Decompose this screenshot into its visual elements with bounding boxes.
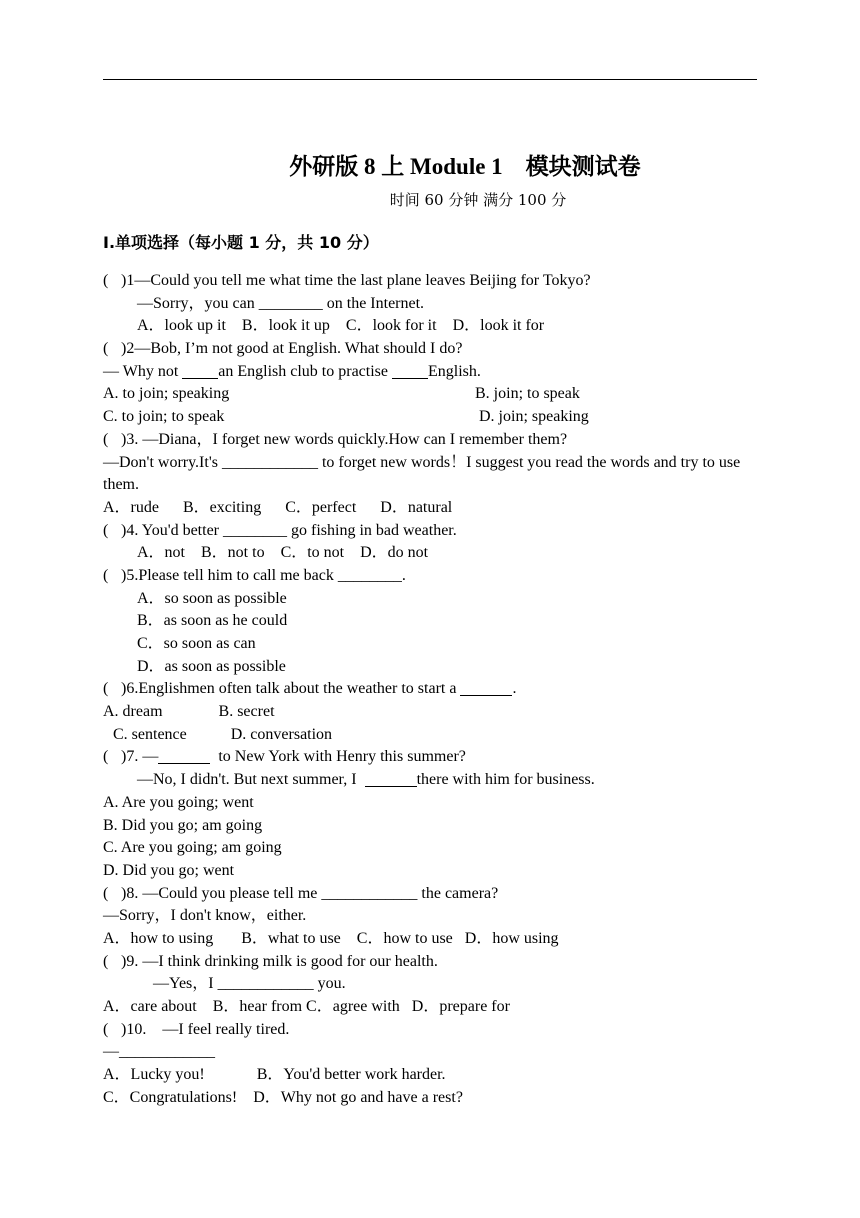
question-10-options-cd: C．Congratulations! D．Why not go and have a rest?: [103, 1088, 463, 1106]
question-1: ( )1—Could you tell me what time the last plane leaves Beijing for Tokyo?: [103, 272, 591, 289]
question-4-options: A．not B．not to C．to not D．do not: [137, 544, 429, 562]
question-1-options: A．look up it B．look it up C．look for it D．look it for: [137, 317, 545, 335]
question-9: ( )9. —I think drinking milk is good for our health.: [103, 952, 438, 970]
question-list: [103, 270, 763, 1109]
question-2-reply: — Why not an English club to practise English.: [103, 362, 481, 380]
question-5-option-a: A．so soon as possible: [137, 589, 287, 607]
answer-blank: [182, 362, 218, 379]
question-9-reply: —Yes，I ____________ you.: [153, 975, 346, 993]
question-5-option-d: D．as soon as possible: [137, 657, 286, 675]
answer-blank: [460, 679, 512, 696]
question-7: ( )7. — to New York with Henry this summer?: [103, 748, 466, 766]
question-7-option-c: C. Are you going; am going: [103, 839, 282, 857]
question-3-reply: —Don't worry.It's ____________ to forget new words！I suggest you read the words and try to use them.: [103, 453, 741, 494]
question-6: ( )6.Englishmen often talk about the weather to start a .: [103, 680, 517, 698]
question-9-options: A．care about B．hear from C．agree with D．prepare for: [103, 998, 510, 1016]
question-7-option-d: D. Did you go; went: [103, 861, 235, 879]
question-10-options-ab: A．Lucky you! B．You'd better work harder.: [103, 1066, 446, 1084]
question-6-options-cd: C. sentence D. conversation: [113, 725, 333, 743]
answer-blank: [392, 362, 428, 379]
section-heading: I.单项选择（每小题 1 分，共 10 分）: [103, 233, 379, 252]
answer-blank: [158, 747, 210, 764]
question-7-option-a: A. Are you going; went: [103, 793, 254, 811]
question-8-reply: —Sorry，I don't know，either.: [103, 907, 307, 925]
question-1-reply: —Sorry，you can ________ on the Internet.: [137, 294, 425, 312]
question-2-options-ab: A. to join; speaking B. join; to speak: [103, 385, 580, 403]
question-2-options-cd: C. to join; to speak D. join; speaking: [103, 408, 589, 426]
answer-blank: [365, 770, 417, 787]
question-7-reply: —No, I didn't. But next summer, I there with him for business.: [137, 771, 595, 789]
question-5-option-b: B．as soon as he could: [137, 612, 288, 630]
question-8: ( )8. —Could you please tell me ____________ the camera?: [103, 884, 499, 902]
page-subtitle: 时间 60 分钟 满分 100 分: [389, 191, 567, 209]
question-5: ( )5.Please tell him to call me back ________.: [103, 566, 406, 584]
header-rule: [103, 79, 757, 80]
question-2: ( )2—Bob, I’m not good at English. What should I do?: [103, 340, 463, 358]
question-7-option-b: B. Did you go; am going: [103, 816, 263, 834]
question-6-options-ab: A. dream B. secret: [103, 703, 275, 721]
question-10: ( )10. —I feel really tired.: [103, 1020, 290, 1038]
question-10-reply: —____________: [103, 1043, 215, 1061]
question-5-option-c: C．so soon as can: [137, 635, 256, 653]
question-3: ( )3. —Diana，I forget new words quickly.How can I remember them?: [103, 430, 568, 448]
question-3-options: A．rude B．exciting C．perfect D．natural: [103, 498, 453, 516]
question-8-options: A．how to using B．what to use C．how to use D．how using: [103, 929, 559, 947]
question-4: ( )4. You'd better ________ go fishing in bad weather.: [103, 521, 457, 539]
page-title: 外研版 8 上 Module 1 模块测试卷: [289, 154, 641, 179]
